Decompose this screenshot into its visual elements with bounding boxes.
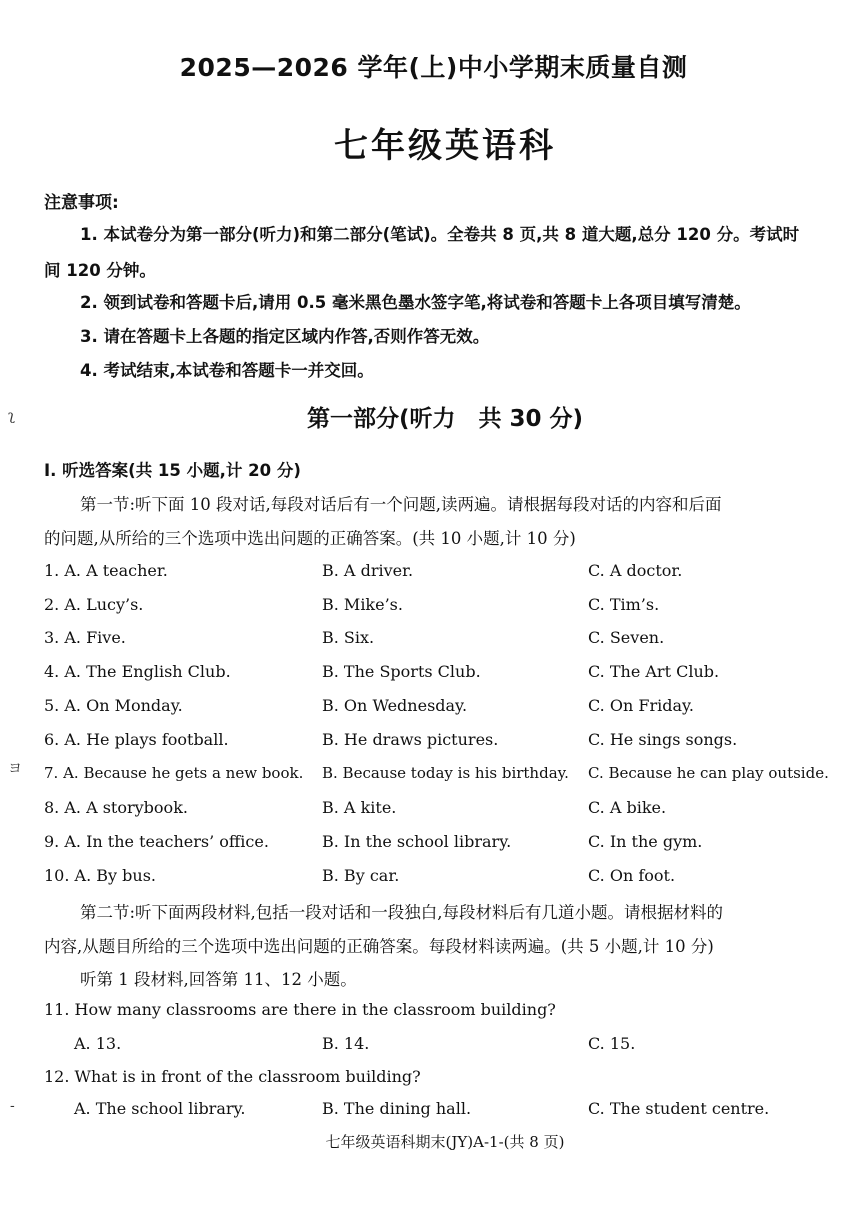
q10-option-b: B. By car. — [322, 866, 400, 885]
q1-option-a: 1. A. A teacher. — [44, 561, 168, 580]
q3-option-a: 3. A. Five. — [44, 628, 126, 647]
q4-option-a: 4. A. The English Club. — [44, 662, 231, 681]
q10-option-a: 10. A. By bus. — [44, 866, 156, 885]
notice-item-1: 1. 本试卷分为第一部分(听力)和第二部分(笔试)。全卷共 8 页,共 8 道大题,总分 120 分。考试时 — [80, 225, 800, 244]
q12-option-c: C. The student centre. — [588, 1099, 770, 1118]
notice-item-4: 4. 考试结束,本试卷和答题卡一并交回。 — [80, 361, 374, 380]
exam-title: 2025—2026 学年(上)中小学期末质量自测 — [179, 53, 688, 82]
q6-option-b: B. He draws pictures. — [322, 730, 499, 749]
part1-title: 第一部分(听力 共 30 分) — [306, 406, 584, 432]
q12-stem: 12. What is in front of the classroom building? — [44, 1067, 421, 1086]
subsection-1-instructions: 第一节:听下面 10 段对话,每段对话后有一个问题,读两遍。请根据每段对话的内容和后面 — [80, 495, 722, 514]
q8-option-a: 8. A. A storybook. — [44, 798, 188, 817]
q6-option-a: 6. A. He plays football. — [44, 730, 229, 749]
q1-option-c: C. A doctor. — [588, 561, 683, 580]
notice-item-3: 3. 请在答题卡上各题的指定区域内作答,否则作答无效。 — [80, 327, 490, 346]
q7-option-a: 7. A. Because he gets a new book. — [44, 764, 304, 782]
section-1-title: Ⅰ. 听选答案(共 15 小题,计 20 分) — [44, 461, 301, 480]
q3-option-c: C. Seven. — [588, 628, 665, 647]
notice-item-1-cont: 间 120 分钟。 — [44, 261, 156, 280]
q5-option-c: C. On Friday. — [588, 696, 694, 715]
margin-mark: ʅ — [8, 408, 15, 424]
q6-option-c: C. He sings songs. — [588, 730, 738, 749]
subsection-1-instructions-cont: 的问题,从所给的三个选项中选出问题的正确答案。(共 10 小题,计 10 分) — [44, 529, 576, 548]
q9-option-c: C. In the gym. — [588, 832, 703, 851]
q5-option-b: B. On Wednesday. — [322, 696, 468, 715]
page-footer: 七年级英语科期末(JY)A-1-(共 8 页) — [325, 1133, 565, 1151]
subject-title: 七年级英语科 — [334, 126, 556, 166]
margin-mark: - — [10, 1098, 15, 1114]
q7-option-c: C. Because he can play outside. — [588, 764, 829, 782]
q2-option-b: B. Mike’s. — [322, 595, 403, 614]
margin-mark: ヨ — [8, 761, 22, 777]
material-1-note: 听第 1 段材料,回答第 11、12 小题。 — [80, 970, 357, 989]
q8-option-b: B. A kite. — [322, 798, 397, 817]
q1-option-b: B. A driver. — [322, 561, 414, 580]
q9-option-b: B. In the school library. — [322, 832, 512, 851]
q9-option-a: 9. A. In the teachers’ office. — [44, 832, 269, 851]
subsection-2-instructions: 第二节:听下面两段材料,包括一段对话和一段独白,每段材料后有几道小题。请根据材料的 — [80, 903, 724, 922]
q8-option-c: C. A bike. — [588, 798, 667, 817]
q7-option-b: B. Because today is his birthday. — [322, 764, 569, 782]
q11-stem: 11. How many classrooms are there in the classroom building? — [44, 1000, 556, 1019]
notice-item-2: 2. 领到试卷和答题卡后,请用 0.5 毫米黑色墨水签字笔,将试卷和答题卡上各项目填写清楚。 — [80, 293, 751, 312]
q5-option-a: 5. A. On Monday. — [44, 696, 183, 715]
q3-option-b: B. Six. — [322, 628, 375, 647]
q11-option-a: A. 13. — [74, 1034, 122, 1053]
subsection-2-instructions-cont: 内容,从题目所给的三个选项中选出问题的正确答案。每段材料读两遍。(共 5 小题,计 10 分) — [44, 937, 714, 956]
q4-option-b: B. The Sports Club. — [322, 662, 481, 681]
q4-option-c: C. The Art Club. — [588, 662, 720, 681]
q11-option-c: C. 15. — [588, 1034, 636, 1053]
q2-option-a: 2. A. Lucy’s. — [44, 595, 144, 614]
q12-option-a: A. The school library. — [74, 1099, 246, 1118]
q12-option-b: B. The dining hall. — [322, 1099, 472, 1118]
q2-option-c: C. Tim’s. — [588, 595, 660, 614]
q11-option-b: B. 14. — [322, 1034, 370, 1053]
notice-heading: 注意事项: — [44, 193, 119, 213]
q10-option-c: C. On foot. — [588, 866, 676, 885]
